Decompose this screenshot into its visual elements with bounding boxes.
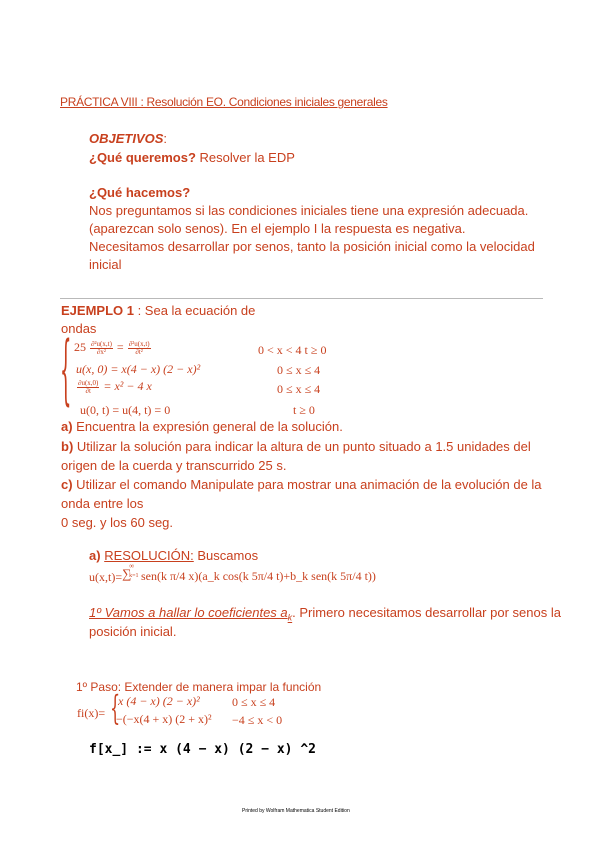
row1-frac-a-num: ∂²u(x,t) xyxy=(91,339,112,348)
sum-sup: ∞ xyxy=(129,562,135,570)
question-1 xyxy=(89,150,295,165)
resolution-after: Buscamos xyxy=(193,548,259,563)
question-1-text: Resolver la EDP xyxy=(199,150,295,165)
coefficient-line xyxy=(89,605,561,623)
system-row-3 xyxy=(76,379,152,395)
item-b xyxy=(61,439,531,454)
row1-eq: = xyxy=(116,340,124,354)
system-brace-icon: { xyxy=(60,327,72,416)
row3-rest: = x² − 4 x xyxy=(103,379,152,393)
row1-frac-b xyxy=(128,341,151,356)
item-text: Utilizar la solución para indicar la altura de un punto situado a 1.5 unidades del xyxy=(73,439,531,454)
item-c xyxy=(61,477,542,492)
item-text: Utilizar el comando Manipulate para mostrar una animación de la evolución de la xyxy=(72,477,542,492)
row4-condition: t ≥ 0 xyxy=(293,403,315,417)
resolution-title: RESOLUCIÓN: xyxy=(104,548,194,563)
row2-condition: 0 ≤ x ≤ 4 xyxy=(277,363,321,377)
objectives-colon: : xyxy=(163,131,168,146)
item-b-cont: origen de la cuerda y transcurrido 25 s. xyxy=(61,458,287,473)
coefficient-sub: k xyxy=(287,612,293,623)
question-2-line: Necesitamos desarrollar por senos, tanto la posición inicial como la velocidad xyxy=(89,239,535,254)
page-title: PRÁCTICA VIII : Resolución EO. Condiciones iniciales generales xyxy=(60,95,388,109)
example-intro-line2: ondas xyxy=(61,321,97,336)
item-c-cont: onda entre los xyxy=(61,496,144,511)
item-label: a) xyxy=(61,419,73,434)
row3-frac-den: ∂t xyxy=(85,386,91,395)
question-2-line: Nos preguntamos si las condiciones iniciales tiene una expresión adecuada. xyxy=(89,203,529,218)
row1-frac-b-num: ∂²u(x,t) xyxy=(128,339,150,348)
system-row-2: u(x, 0) = x(4 − x) (2 − x)² xyxy=(76,362,201,376)
question-1-label: ¿Qué queremos? xyxy=(89,150,196,165)
question-2-label: ¿Qué hacemos? xyxy=(89,185,191,200)
step-title: 1º Paso: Extender de manera impar la función xyxy=(76,680,322,694)
sum-sub: k=1 xyxy=(129,573,139,579)
example-intro-text: : Sea la ecuación de xyxy=(133,303,256,318)
formula-prefix: u(x,t)= xyxy=(89,570,123,584)
row3-frac xyxy=(77,380,99,395)
case-1: x (4 − x) (2 − x)² xyxy=(118,694,200,708)
row3-condition: 0 ≤ x ≤ 4 xyxy=(277,382,321,396)
code-input[interactable]: f[x_] := x (4 − x) (2 − x) ^2 xyxy=(89,742,316,757)
objectives-heading-text: OBJETIVOS xyxy=(89,131,164,146)
system-row-4: u(0, t) = u(4, t) = 0 xyxy=(80,403,171,417)
resolution-label: a) xyxy=(89,548,101,563)
example-label: EJEMPLO 1 xyxy=(61,303,134,318)
piecewise-brace-icon: { xyxy=(110,687,121,728)
item-a xyxy=(61,419,343,434)
row1-condition: 0 < x < 4 t ≥ 0 xyxy=(258,343,327,357)
coefficient-underlined: 1º Vamos a hallar lo coeficientes a xyxy=(89,605,288,620)
question-2-line: (aparezcan solo senos). En el ejemplo I la respuesta es negativa. xyxy=(89,221,466,236)
row1-coef: 25 xyxy=(74,340,86,354)
row1-frac-a xyxy=(90,341,113,356)
case-2-condition: −4 ≤ x < 0 xyxy=(232,713,283,727)
question-2-line: inicial xyxy=(89,257,122,272)
sum-sign-icon: ∑ xyxy=(122,566,132,581)
series-formula xyxy=(89,562,420,588)
coefficient-line2: posición inicial. xyxy=(89,624,177,639)
item-text: Encuentra la expresión general de la solución. xyxy=(72,419,343,434)
footer-print-note: Printed by Wolfram Mathematica Student Edition xyxy=(242,808,350,814)
row3-frac-num: ∂u(x,0) xyxy=(78,378,99,387)
example-intro xyxy=(61,303,255,318)
row1-frac-a-den: ∂x² xyxy=(96,347,106,356)
system-row-1 xyxy=(74,340,152,356)
fi-label: fi(x)= xyxy=(77,706,106,720)
resolution-heading xyxy=(89,548,258,563)
sum-symbol xyxy=(122,562,140,581)
coefficient-rest: . Primero necesitamos desarrollar por senos la xyxy=(292,605,561,620)
item-label: b) xyxy=(61,439,74,454)
objectives-heading xyxy=(89,131,167,146)
item-label: c) xyxy=(61,477,73,492)
formula-body xyxy=(140,566,420,588)
case-1-condition: 0 ≤ x ≤ 4 xyxy=(232,695,276,709)
item-c-cont2: 0 seg. y los 60 seg. xyxy=(61,515,174,530)
row1-frac-b-den: ∂t² xyxy=(135,347,143,356)
formula-body-text: sen(k π/4 x)(a_k cos(k 5π/4 t)+b_k sen(k 5π/4 t)) xyxy=(141,569,376,583)
section-divider xyxy=(60,298,543,299)
case-2: −(−x(4 + x) (2 + x)² xyxy=(116,712,212,726)
